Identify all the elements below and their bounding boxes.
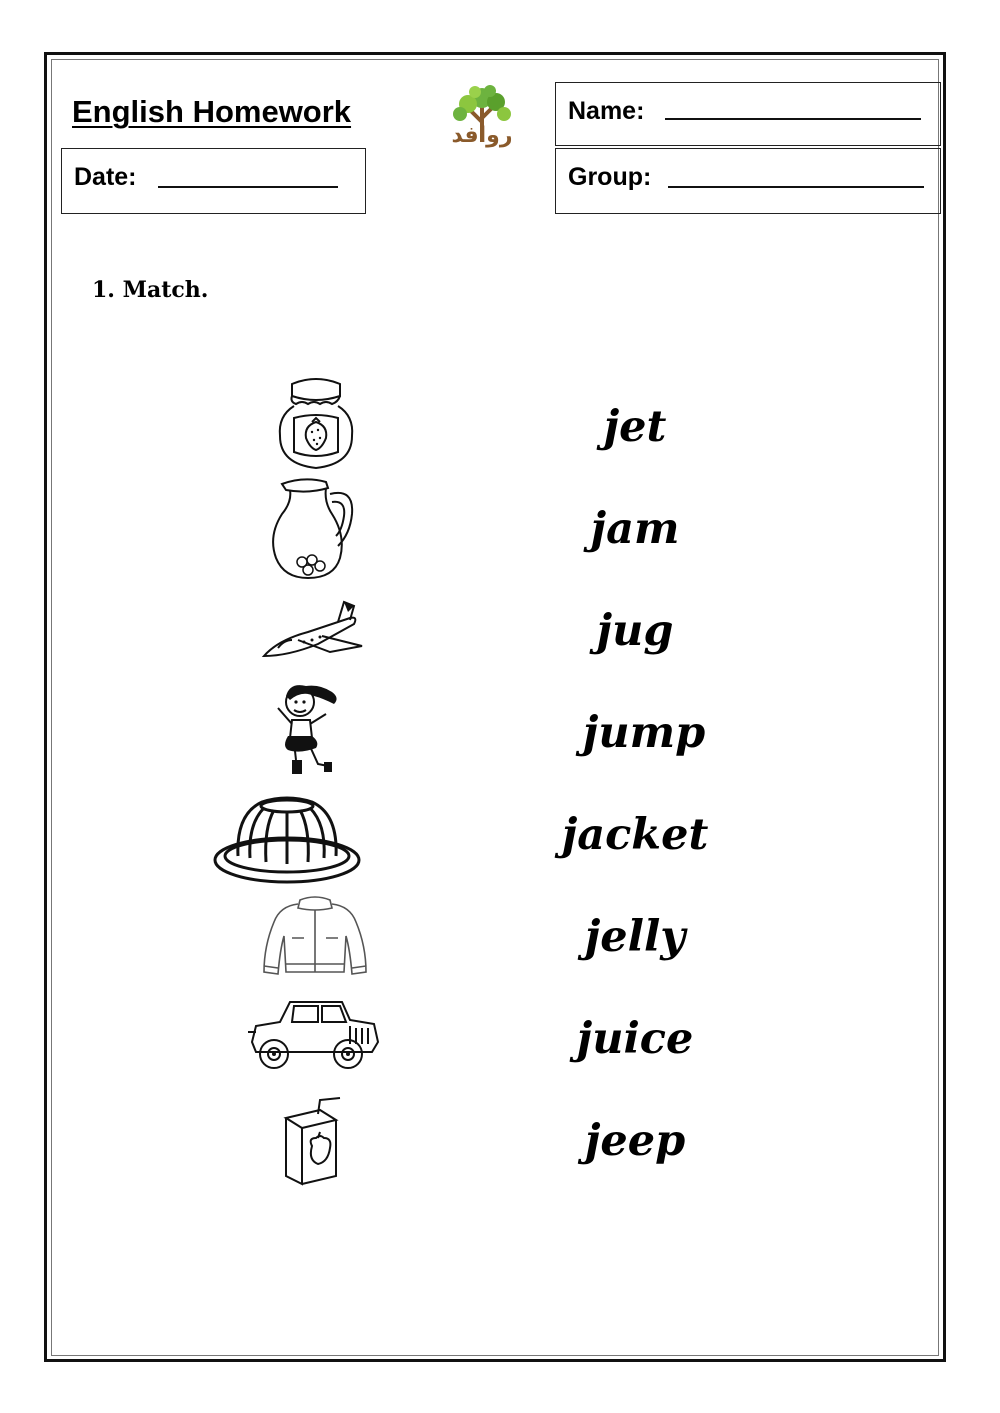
word-jam[interactable]: jam [590,504,680,554]
jet-icon[interactable] [258,596,370,662]
juice-box-icon[interactable] [278,1096,348,1186]
word-jacket[interactable]: jacket [561,810,709,860]
logo-text: روافد [451,123,513,148]
group-label: Group: [568,163,652,191]
date-box [61,148,366,214]
group-field[interactable] [668,186,924,188]
name-box [555,82,941,146]
name-label: Name: [568,97,645,125]
school-logo [430,84,534,150]
page-inner-border [51,59,939,1356]
jeep-icon[interactable] [246,996,382,1072]
jam-jar-icon[interactable] [272,376,360,472]
word-jug[interactable]: jug [596,606,674,656]
group-box [555,148,941,214]
word-jeep[interactable]: jeep [584,1116,686,1166]
jumping-girl-icon[interactable] [272,680,342,782]
name-field[interactable] [665,118,921,120]
question-heading: 1. Match. [92,277,209,303]
date-label: Date: [74,163,137,191]
jelly-icon[interactable] [212,794,362,888]
jacket-icon[interactable] [260,894,370,980]
word-jelly[interactable]: jelly [584,912,686,962]
word-jump[interactable]: jump [582,708,706,758]
worksheet-title: English Homework [72,94,352,129]
word-jet[interactable]: jet [603,402,667,452]
jug-icon[interactable] [268,474,358,582]
word-juice[interactable]: juice [576,1014,694,1064]
date-field[interactable] [158,186,338,188]
